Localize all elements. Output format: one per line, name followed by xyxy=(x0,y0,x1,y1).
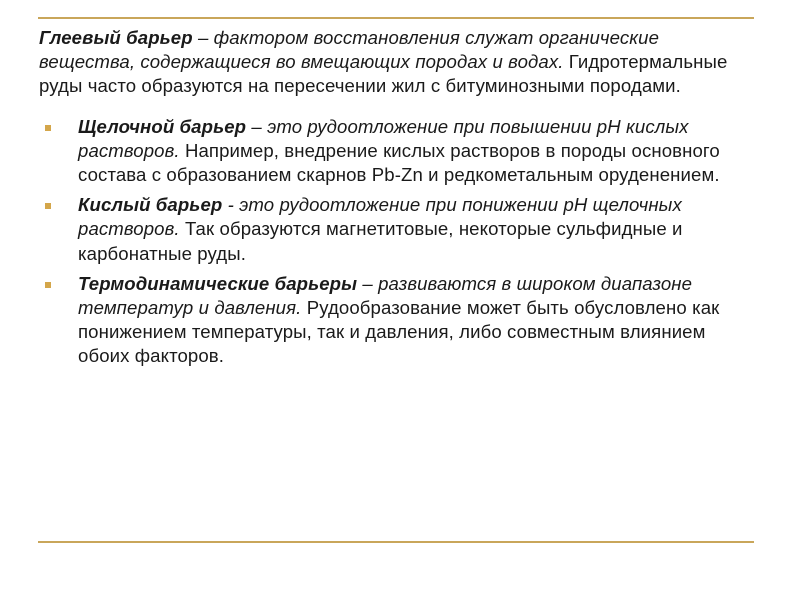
bullet-definition: – это рудоотложение при повышении pH кислых растворов. xyxy=(78,115,689,161)
bullet-text: Например, внедрение кислых растворов в породы основного состава с образованием скарнов Pb-Zn и редкометальным оруденением. xyxy=(78,139,720,186)
bullet-definition: - это рудоотложение при понижении pH щелочных растворов. xyxy=(78,194,682,240)
bullet-text: Так образуются магнетитовые, некоторые сульфидные и карбонатные руды. xyxy=(78,218,683,264)
bullet-item-thermodynamic-barriers xyxy=(39,272,739,369)
square-bullet-icon xyxy=(45,125,51,131)
bullet-term: Кислый барьер xyxy=(78,194,223,216)
bullet-item-acid-barrier xyxy=(39,193,739,266)
bullet-definition: – развиваются в широком диапазоне температур и давления. xyxy=(78,272,693,319)
intro-definition: – фактором восстановления служат органические вещества, содержащиеся во вмещающих породах и водах. xyxy=(39,27,660,73)
bullet-term: Термодинамические барьеры xyxy=(78,272,358,294)
bullet-item-alkaline-barrier xyxy=(39,115,739,188)
intro-text: Гидротермальные руды часто образуются на пересечении жил с битуминозными породами. xyxy=(39,51,728,97)
top-divider xyxy=(38,17,754,19)
square-bullet-icon xyxy=(45,282,51,288)
slide-content xyxy=(39,26,739,375)
intro-paragraph xyxy=(39,26,739,99)
bullet-text: Рудообразование может быть обусловлено как понижением температуры, так и давления, либо совместным влиянием обоих факторов. xyxy=(78,297,720,367)
square-bullet-icon xyxy=(45,203,51,209)
intro-term: Глеевый барьер xyxy=(39,27,193,48)
bottom-divider xyxy=(38,541,754,543)
bullet-list xyxy=(39,115,739,369)
bullet-term: Щелочной барьер xyxy=(78,115,247,137)
